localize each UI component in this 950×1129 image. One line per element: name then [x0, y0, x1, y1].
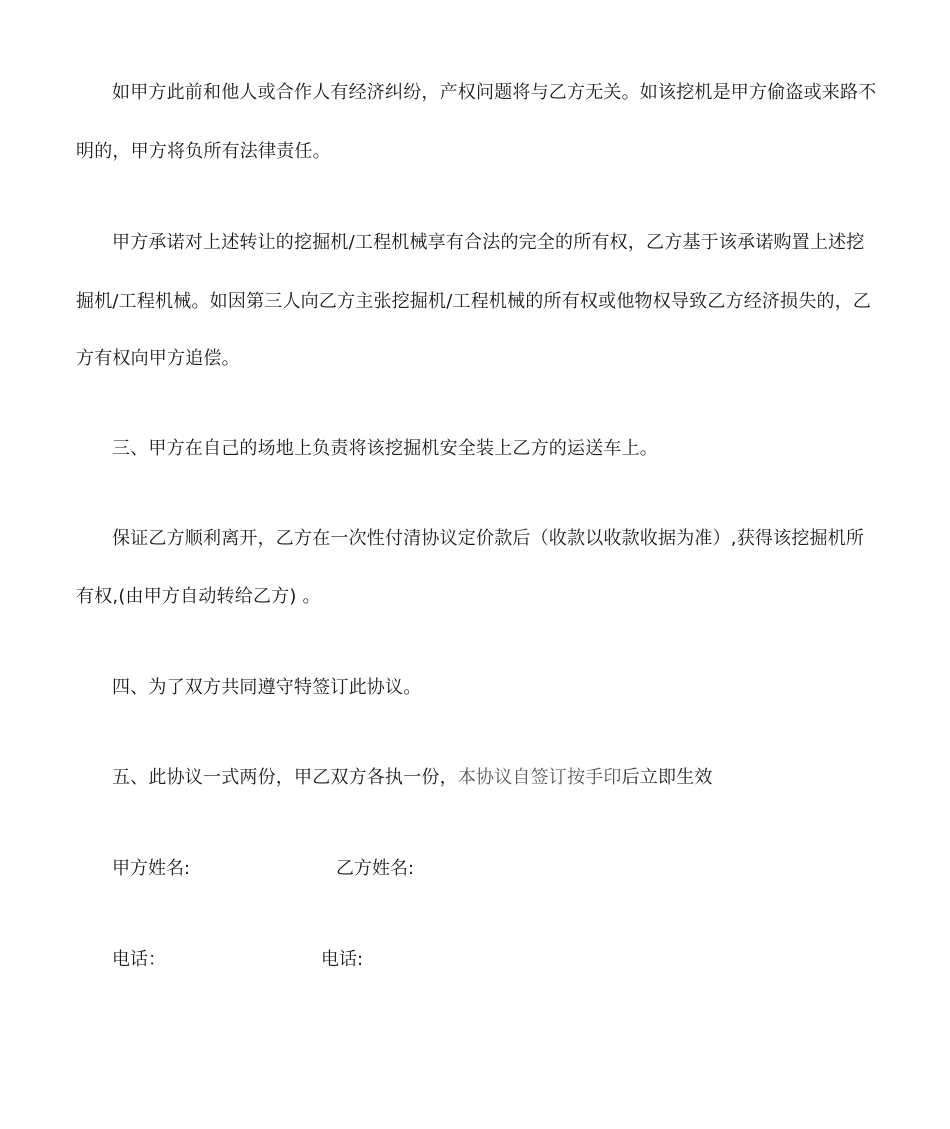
- paragraph-1-line-1: 如甲方此前和他人或合作人有经济纠纷，产权问题将与乙方无关。如该挖机是甲方偷盗或来路不: [112, 82, 877, 103]
- clause-5-part-1: 五、此协议一式两份，甲乙双方各执一份，: [112, 767, 458, 788]
- paragraph-2-line-1: 甲方承诺对上述转让的挖掘机/工程机械享有合法的完全的所有权，乙方基于该承诺购置上述挖: [112, 232, 865, 253]
- paragraph-1-line-2: 明的，甲方将负所有法律责任。: [76, 141, 331, 162]
- party-b-name-label: 乙方姓名:: [336, 858, 415, 879]
- clause-5-part-3: 后立即生效: [621, 767, 713, 788]
- paragraph-4-line-2: 有权,(由甲方自动转给乙方) 。: [76, 586, 321, 607]
- party-a-phone-label: 电话：: [112, 949, 166, 970]
- document-page: [76, 0, 876, 1129]
- paragraph-4-line-1: 保证乙方顺利离开，乙方在一次性付清协议定价款后（收款以收款收据为准）,获得该挖掘机所: [112, 528, 865, 549]
- party-a-name-label: 甲方姓名:: [112, 858, 191, 879]
- clause-4-text: 四、为了双方共同遵守特签订此协议。: [112, 677, 422, 698]
- clause-5-part-2: 本协议自签订按手印: [457, 767, 622, 788]
- paragraph-2-line-2: 掘机/工程机械。如因第三人向乙方主张挖掘机/工程机械的所有权或他物权导致乙方经济损失的，乙: [76, 291, 872, 312]
- clause-3-text: 三、甲方在自己的场地上负责将该挖掘机安全装上乙方的运送车上。: [112, 438, 658, 459]
- party-b-phone-label: 电话:: [321, 949, 364, 970]
- clause-5-text: [112, 763, 713, 789]
- paragraph-2-line-3: 方有权向甲方追偿。: [76, 348, 240, 369]
